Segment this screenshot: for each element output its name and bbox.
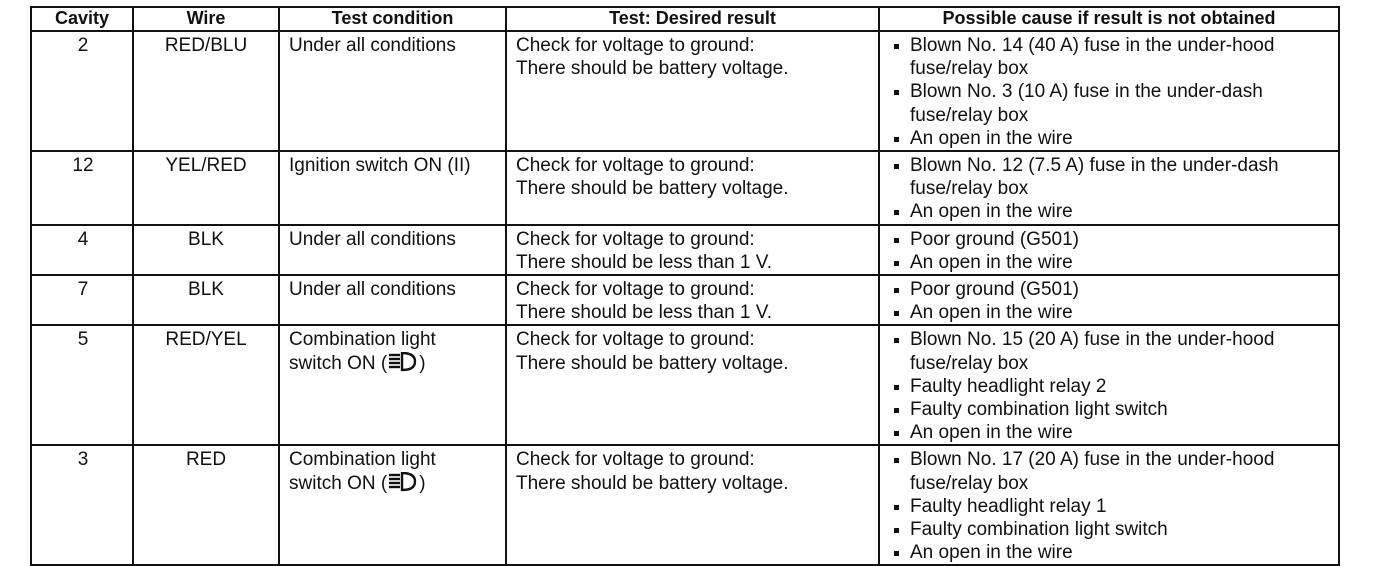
voltage-test-table	[30, 6, 1340, 566]
bullet-icon	[894, 288, 899, 293]
desired-result-line: There should be battery voltage.	[516, 472, 789, 494]
bullet-icon	[894, 210, 899, 215]
possible-cause-cell	[879, 275, 1339, 325]
header-cavity: Cavity	[31, 7, 133, 31]
cause-text-continued: fuse/relay box	[910, 472, 1029, 494]
test-condition-cell	[279, 31, 506, 151]
desired-result-cell	[506, 325, 879, 445]
wire-cell: RED	[133, 445, 279, 565]
desired-result-line: There should be battery voltage.	[516, 58, 789, 80]
cause-text-continued: fuse/relay box	[910, 178, 1029, 200]
cause-item	[892, 518, 1338, 541]
bullet-icon	[894, 458, 899, 463]
possible-cause-cell	[879, 445, 1339, 565]
test-condition-cell	[279, 325, 506, 445]
cavity-cell: 3	[31, 445, 133, 565]
cause-item	[892, 398, 1338, 421]
cause-item	[892, 495, 1338, 518]
test-condition-line	[289, 154, 505, 177]
possible-cause-cell	[879, 151, 1339, 225]
headlight-high-beam-icon	[388, 472, 418, 492]
table-row	[31, 325, 1339, 445]
bullet-icon	[894, 505, 899, 510]
bullet-icon	[894, 261, 899, 266]
cause-text: An open in the wire	[910, 251, 1073, 273]
cause-text-continued: fuse/relay box	[910, 58, 1029, 80]
cause-text: Blown No. 15 (20 A) fuse in the under-hood	[910, 329, 1275, 351]
table-row	[31, 445, 1339, 565]
cause-item	[892, 228, 1338, 251]
test-condition-line	[289, 228, 505, 251]
cause-text: Faulty combination light switch	[910, 519, 1168, 541]
bullet-icon	[894, 44, 899, 49]
possible-cause-cell	[879, 31, 1339, 151]
test-condition-text: Under all conditions	[289, 35, 456, 56]
desired-result-line: Check for voltage to ground:	[516, 279, 755, 301]
test-condition-text: Combination light	[289, 329, 436, 351]
cause-item	[892, 127, 1338, 150]
desired-result-cell	[506, 275, 879, 325]
test-condition-line	[289, 448, 505, 471]
test-condition-text: Under all conditions	[289, 279, 456, 301]
desired-result-line: There should be battery voltage.	[516, 352, 789, 374]
cause-text: An open in the wire	[910, 422, 1073, 444]
possible-cause-cell	[879, 225, 1339, 275]
cause-text: Poor ground (G501)	[910, 228, 1079, 250]
desired-result-line: Check for voltage to ground:	[516, 35, 755, 56]
test-condition-line	[289, 328, 505, 351]
desired-result-cell	[506, 225, 879, 275]
bullet-icon	[894, 338, 899, 343]
header-wire: Wire	[133, 7, 279, 31]
desired-result-line: Check for voltage to ground:	[516, 449, 755, 471]
bullet-icon	[894, 164, 899, 169]
diagnostic-table-page	[30, 6, 1338, 564]
header-test-condition: Test condition	[279, 7, 506, 31]
bullet-icon	[894, 238, 899, 243]
cavity-cell: 7	[31, 275, 133, 325]
wire-cell: YEL/RED	[133, 151, 279, 225]
test-condition-line	[289, 352, 505, 375]
cause-item	[892, 301, 1338, 324]
cause-text: Poor ground (G501)	[910, 279, 1079, 301]
cause-item	[892, 541, 1338, 564]
desired-result-cell	[506, 31, 879, 151]
cause-item	[892, 375, 1338, 398]
cause-item	[892, 200, 1338, 223]
test-condition-line	[289, 34, 505, 57]
cause-text: An open in the wire	[910, 542, 1073, 564]
test-condition-text: Ignition switch ON (II)	[289, 155, 471, 177]
desired-result-line: Check for voltage to ground:	[516, 155, 755, 177]
bullet-icon	[894, 431, 899, 436]
possible-cause-cell	[879, 325, 1339, 445]
bullet-icon	[894, 90, 899, 95]
bullet-icon	[894, 137, 899, 142]
cause-item	[892, 34, 1338, 80]
table-row	[31, 151, 1339, 225]
table-row	[31, 275, 1339, 325]
test-condition-suffix: )	[419, 472, 426, 494]
cause-text: Faulty combination light switch	[910, 399, 1168, 421]
test-condition-cell	[279, 445, 506, 565]
bullet-icon	[894, 551, 899, 556]
table-row	[31, 225, 1339, 275]
bullet-icon	[894, 385, 899, 390]
cause-text: Blown No. 12 (7.5 A) fuse in the under-dash	[910, 155, 1279, 177]
cause-item	[892, 278, 1338, 301]
desired-result-line: Check for voltage to ground:	[516, 329, 755, 351]
cause-item	[892, 421, 1338, 444]
table-row	[31, 31, 1339, 151]
test-condition-text: Under all conditions	[289, 228, 456, 250]
table-header-row	[31, 7, 1339, 31]
wire-cell: BLK	[133, 275, 279, 325]
test-condition-cell	[279, 151, 506, 225]
cavity-cell: 4	[31, 225, 133, 275]
cause-text: Faulty headlight relay 1	[910, 495, 1107, 517]
cause-item	[892, 448, 1338, 494]
desired-result-line: There should be less than 1 V.	[516, 251, 772, 273]
desired-result-line: There should be battery voltage.	[516, 178, 789, 200]
cause-item	[892, 328, 1338, 374]
test-condition-cell	[279, 275, 506, 325]
test-condition-text: switch ON (	[289, 472, 388, 494]
desired-result-line: There should be less than 1 V.	[516, 302, 772, 324]
header-desired-result: Test: Desired result	[506, 7, 879, 31]
test-condition-suffix: )	[419, 352, 426, 374]
cause-item	[892, 251, 1338, 274]
wire-cell: RED/YEL	[133, 325, 279, 445]
bullet-icon	[894, 311, 899, 316]
cavity-cell: 2	[31, 31, 133, 151]
bullet-icon	[894, 528, 899, 533]
bullet-icon	[894, 408, 899, 413]
test-condition-cell	[279, 225, 506, 275]
cause-text: Blown No. 17 (20 A) fuse in the under-hood	[910, 449, 1275, 471]
cause-text: An open in the wire	[910, 302, 1073, 324]
desired-result-cell	[506, 445, 879, 565]
cause-item	[892, 80, 1338, 126]
cause-text-continued: fuse/relay box	[910, 104, 1029, 126]
cause-text: An open in the wire	[910, 201, 1073, 223]
cavity-cell: 12	[31, 151, 133, 225]
headlight-high-beam-icon	[388, 352, 418, 372]
cause-text: Blown No. 3 (10 A) fuse in the under-dash	[910, 81, 1263, 103]
test-condition-text: Combination light	[289, 449, 436, 471]
header-possible-cause: Possible cause if result is not obtained	[879, 7, 1339, 31]
cause-text: Blown No. 14 (40 A) fuse in the under-hood	[910, 35, 1275, 56]
cause-text: An open in the wire	[910, 127, 1073, 149]
desired-result-line: Check for voltage to ground:	[516, 228, 755, 250]
cavity-cell: 5	[31, 325, 133, 445]
test-condition-line	[289, 472, 505, 495]
wire-cell: BLK	[133, 225, 279, 275]
test-condition-text: switch ON (	[289, 352, 388, 374]
table-body	[31, 31, 1339, 565]
wire-cell: RED/BLU	[133, 31, 279, 151]
desired-result-cell	[506, 151, 879, 225]
cause-text: Faulty headlight relay 2	[910, 375, 1107, 397]
cause-text-continued: fuse/relay box	[910, 352, 1029, 374]
cause-item	[892, 154, 1338, 200]
test-condition-line	[289, 278, 505, 301]
